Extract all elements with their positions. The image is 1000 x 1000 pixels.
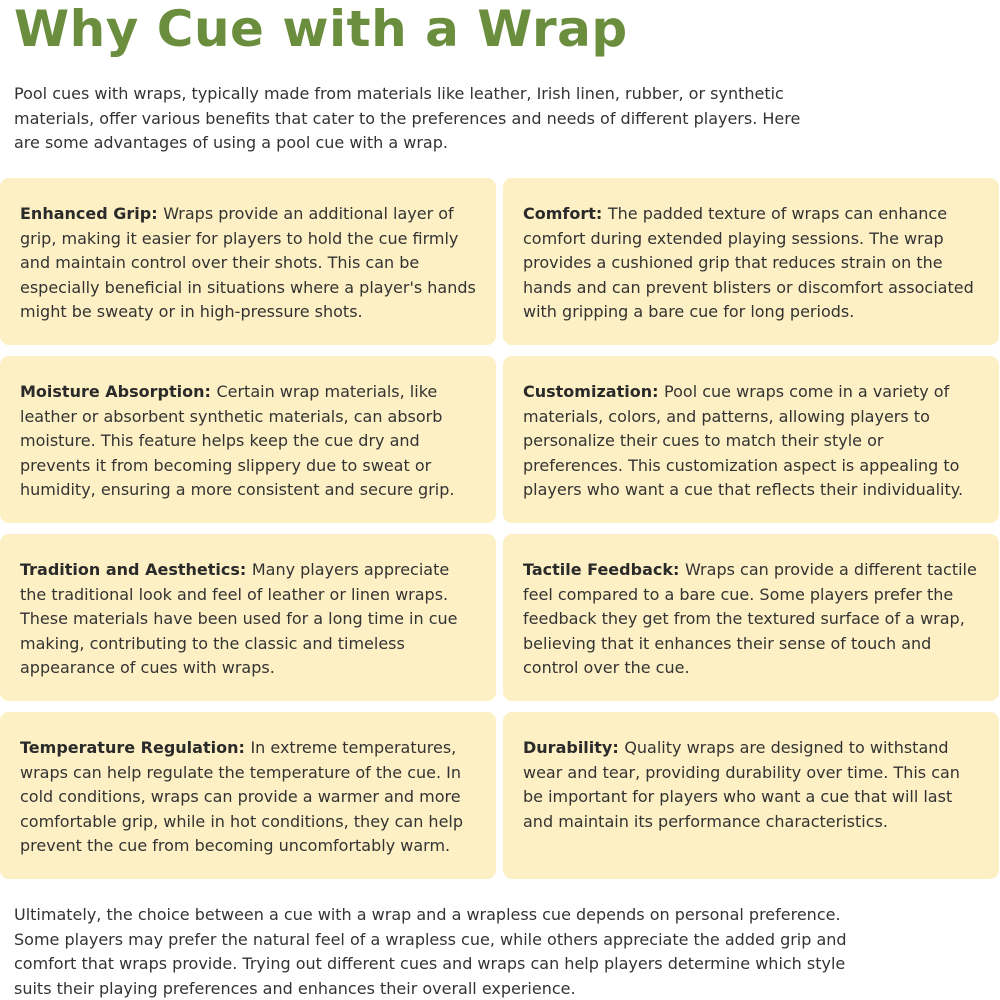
card-text: In extreme temperatures, wraps can help regulate the temperature of the cue. In cold conditions, wraps can provide a warmer and more comfortable grip, while in hot conditions, they can help prevent the cue from becoming uncomfortably warm. — [20, 738, 464, 855]
card-text: The padded texture of wraps can enhance comfort during extended playing sessions. The wrap provides a cushioned grip that reduces strain on the hands and can prevent blisters or discomfort associated with gripping a bare cue for long periods. — [523, 204, 974, 321]
advantage-card-temperature-regulation — [0, 712, 496, 879]
intro-paragraph: Pool cues with wraps, typically made from materials like leather, Irish linen, rubber, or synthetic materials, offer various benefits that cater to the preferences and needs of different players. Here are some advantages of using a pool cue with a wrap. — [14, 84, 801, 152]
advantage-card-tradition-aesthetics — [0, 534, 496, 701]
advantage-card-durability — [503, 712, 999, 879]
card-title: Durability: — [523, 738, 625, 757]
card-title: Enhanced Grip: — [20, 204, 164, 223]
card-text: Certain wrap materials, like leather or absorbent synthetic materials, can absorb moisture. This feature helps keep the cue dry and prevents it from becoming slippery due to sweat or humidity, ensuring a more consistent and secure grip. — [20, 382, 455, 499]
card-text: Many players appreciate the traditional look and feel of leather or linen wraps. These materials have been used for a long time in cue making, contributing to the classic and timeless appearance of cues with wraps. — [20, 560, 458, 677]
card-title: Comfort: — [523, 204, 608, 223]
card-text: Wraps provide an additional layer of grip, making it easier for players to hold the cue firmly and maintain control over their shots. This can be especially beneficial in situations where a player's hands might be sweaty or in high-pressure shots. — [20, 204, 476, 321]
card-title: Tactile Feedback: — [523, 560, 685, 579]
advantages-grid — [0, 178, 1000, 879]
card-text: Wraps can provide a different tactile feel compared to a bare cue. Some players prefer the feedback they get from the textured surface of a wrap, believing that it enhances their sense of touch and control over the cue. — [523, 560, 977, 677]
card-text: Pool cue wraps come in a variety of materials, colors, and patterns, allowing players to personalize their cues to match their style or preferences. This customization aspect is appealing to players who want a cue that reflects their individuality. — [523, 382, 964, 499]
card-title: Customization: — [523, 382, 665, 401]
page-title: Why Cue with a Wrap — [14, 0, 628, 58]
card-title: Tradition and Aesthetics: — [20, 560, 252, 579]
card-text: Quality wraps are designed to withstand wear and tear, providing durability over time. This can be important for players who want a cue that will last and maintain its performance characteristics. — [523, 738, 960, 831]
card-title: Temperature Regulation: — [20, 738, 251, 757]
advantage-card-moisture-absorption — [0, 356, 496, 523]
advantage-card-customization — [503, 356, 999, 523]
card-title: Moisture Absorption: — [20, 382, 217, 401]
advantage-card-tactile-feedback — [503, 534, 999, 701]
conclusion-paragraph: Ultimately, the choice between a cue with a wrap and a wrapless cue depends on personal preference. Some players may prefer the natural feel of a wrapless cue, while others appreciate the added grip and comfort that wraps provide. Trying out different cues and wraps can help players determine which style suits their playing preferences and enhances their overall experience. — [14, 905, 847, 998]
advantage-card-enhanced-grip — [0, 178, 496, 345]
advantage-card-comfort — [503, 178, 999, 345]
